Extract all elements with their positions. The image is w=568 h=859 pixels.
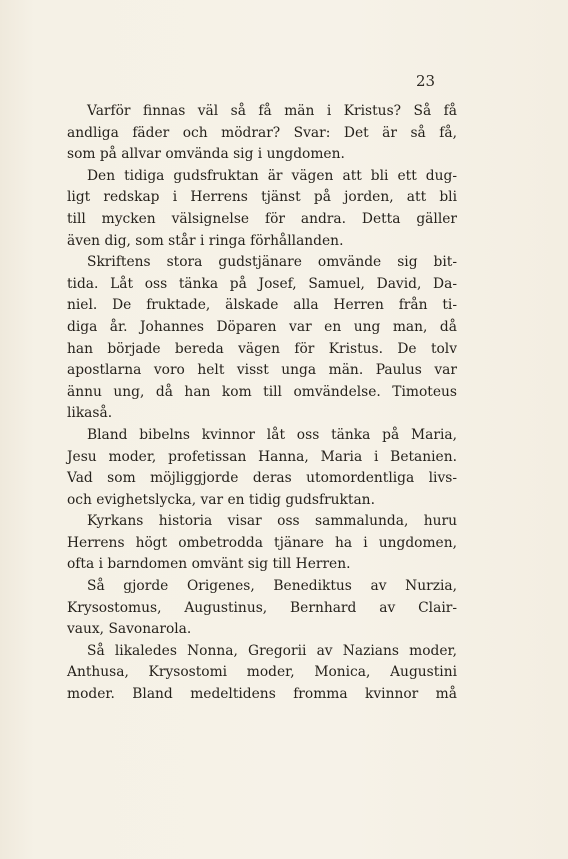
text-line: Jesu moder, profetissan Hanna, Maria i Betanien. [67,448,457,465]
text-line: moder. Bland medeltidens fromma kvinnor må [67,686,457,703]
text-line: Anthusa, Krysostomi moder, Monica, Augustini [67,664,457,681]
page-number: 23 [416,72,436,90]
text-line: niel. De fruktade, älskade alla Herren från ti- [67,297,457,314]
text-line: Bland bibelns kvinnor låt oss tänka på Maria, [87,426,457,443]
text-line: Herrens högt ombetrodda tjänare ha i ungdomen, [67,534,457,551]
text-line: ligt redskap i Herrens tjänst på jorden, att bli [67,189,457,206]
text-line: Kyrkans historia visar oss sammalunda, huru [87,513,457,530]
text-line: Varför finnas väl så få män i Kristus? Så få [87,103,457,119]
text-line: Skriftens stora gudstjänare omvände sig bit- [87,254,457,271]
text-line: och evighetslycka, var en tidig gudsfruktan. [67,491,375,508]
text-line: likaså. [67,405,113,422]
text-line: Krysostomus, Augustinus, Bernhard av Clair- [67,599,457,616]
text-line: även dig, som står i ringa förhållanden. [67,232,344,249]
text-line: till mycken välsignelse för andra. Detta gäller [67,210,457,227]
text-line: tida. Låt oss tänka på Josef, Samuel, David, Da- [67,275,457,292]
text-line: Vad som möjliggjorde deras utomordentliga livs- [67,470,457,487]
text-line: Så likaledes Nonna, Gregorii av Nazians moder, [87,642,457,659]
text-line: diga år. Johannes Döparen var en ung man, då [67,318,457,335]
text-line: vaux, Savonarola. [67,621,192,638]
text-line: andliga fäder och mödrar? Svar: Det är så få, [67,124,457,141]
text-line: Den tidiga gudsfruktan är vägen att bli ett dug- [87,167,457,184]
text-line: ofta i barndomen omvänt sig till Herren. [67,556,351,573]
text-line: som på allvar omvända sig i ungdomen. [67,146,345,163]
text-line: ännu ung, då han kom till omvändelse. Timoteus [67,383,457,400]
text-line: Så gjorde Origenes, Benediktus av Nurzia, [87,578,457,595]
text-line: han började bereda vägen för Kristus. De tolv [67,340,457,357]
body-text [67,101,457,706]
text-line: apostlarna voro helt visst unga män. Paulus var [67,362,457,379]
